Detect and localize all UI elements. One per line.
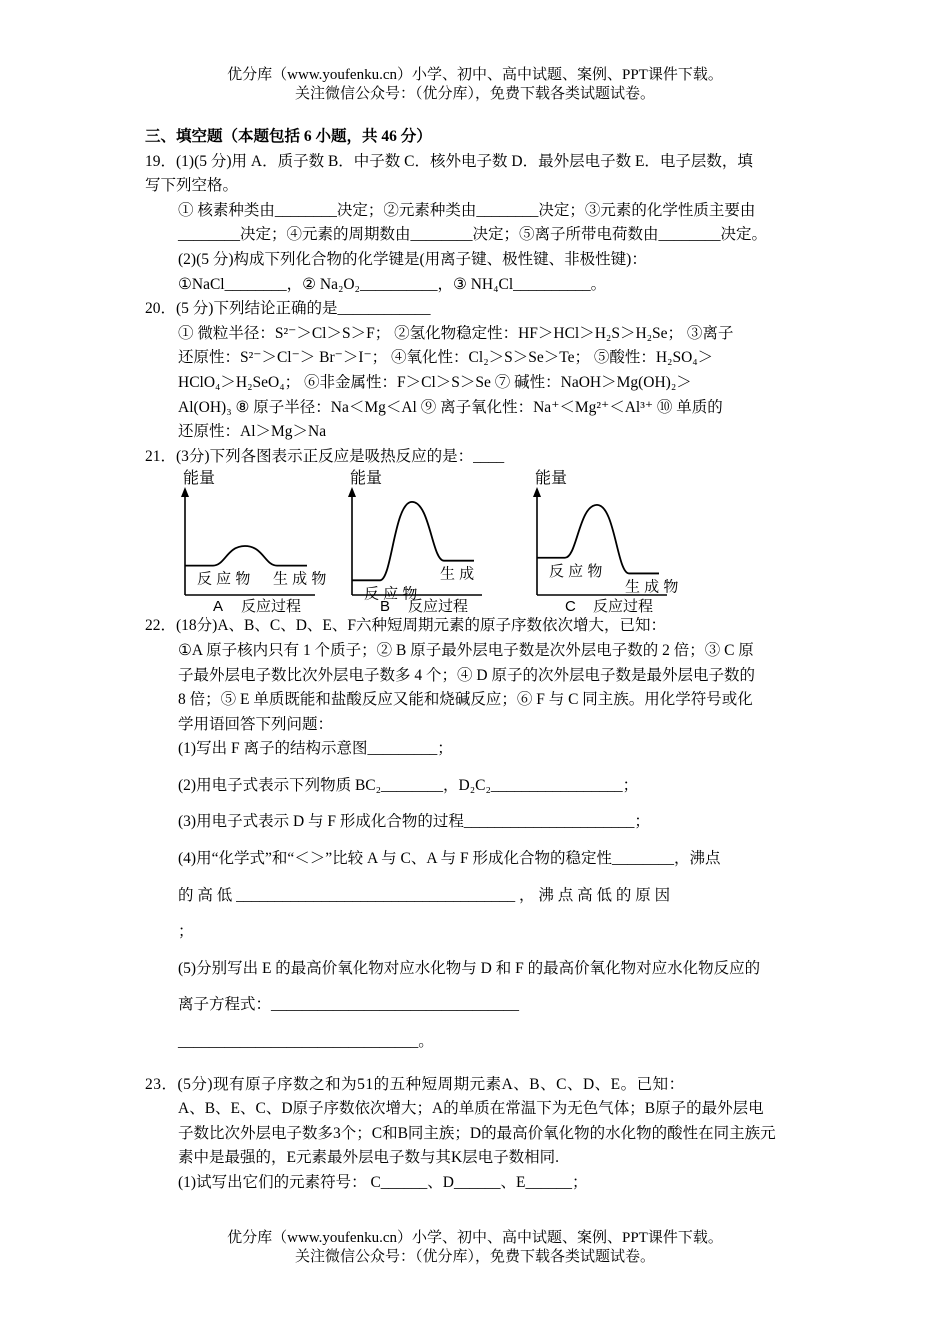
q23-line-4: 素中是最强的，E元素最外层电子数与其K层电子数相同. (178, 1149, 560, 1167)
q23-line-5: (1)试写出它们的元素符号： C______、D______、E______； (178, 1174, 588, 1191)
section-title: 三、填空题（本题包括 6 小题，共 46 分） (145, 128, 432, 145)
chart-c-reactant-label: 反 应 物 (549, 563, 603, 581)
footer-line-1: 优分库（www.youfenku.cn）小学、初中、高中试题、案例、PPT课件下载。 (227, 1230, 723, 1246)
q22-line-7: (2)用电子式表示下列物质 BC₂________，D₂C₂_________________； (178, 776, 639, 794)
q23-line-3: 子数比次外层电子数多3个；C和B同主族；D的最高价氧化物的水化物的酸性在同主族元 (178, 1124, 776, 1142)
q20-line-3: 还原性：S²⁻＞Cl⁻＞ Br⁻＞I⁻； ④氧化性：Cl₂＞S＞Se＞Te； ⑤酸性：H₂SO₄＞ (178, 349, 714, 367)
chart-b-reactant-label: 反 应 物 (364, 585, 418, 603)
q23-line-1: 23．(5分)现有原子序数之和为51的五种短周期元素A、B、C、D、E。已知： (145, 1075, 685, 1093)
q20-line-2: ① 微粒半径：S²⁻＞Cl＞S＞F； ②氢化物稳定性：HF＞HCl＞H₂S＞H₂Se； ③离子 (178, 324, 734, 342)
q21-line-1: 21．(3分)下列各图表示正反应是吸热反应的是：____ (145, 447, 505, 465)
q22-line-5: 学用语回答下列问题： (178, 715, 334, 733)
chart-c-ylabel: 能量 (535, 470, 568, 488)
q22-line-6: (1)写出 F 离子的结构示意图_________； (178, 740, 453, 758)
question-21 (145, 445, 810, 615)
q20-line-1: 20．(5 分)下列结论正确的是____________ (145, 300, 431, 318)
q22-line-3: 子最外层电子数比次外层电子数多 4 个；④ D 原子的次外层电子数是最外层电子数的 (178, 666, 755, 684)
chart-c-y-arrow (533, 487, 541, 497)
page-footer (0, 1229, 950, 1267)
question-19 (145, 150, 810, 298)
chart-b-letter: B (380, 598, 391, 615)
q22-line-10: 的 高 低 ____________________________________ ， 沸 点 高 低 的 原 因 (178, 886, 671, 904)
chart-b-product-label: 生 成 (440, 566, 475, 584)
chart-a-product-label: 生 成 物 (273, 570, 327, 588)
q22-line-4: 8 倍；⑤ E 单质既能和盐酸反应又能和烧碱反应；⑥ F 与 C 同主族。用化学符号或化 (178, 691, 753, 709)
q22-line-9: (4)用“化学式”和“＜＞”比较 A 与 C、A 与 F 形成化合物的稳定性________，沸点 (178, 850, 721, 868)
chart-c-xlabel: 反应过程 (593, 598, 654, 615)
q19-line-3: ① 核素种类由________决定；②元素种类由________决定；③元素的化学性质主要由 (178, 201, 756, 219)
exam-content (145, 125, 810, 1196)
chart-c-letter: C (565, 598, 576, 615)
q19-line-2: 写下列空格。 (145, 177, 239, 195)
q19-line-6: ①NaCl________，② Na₂O₂__________，③ NH₄Cl__________。 (178, 275, 607, 293)
q20-line-4: HClO₄＞H₂SeO₄； ⑥非金属性：F＞Cl＞S＞Se ⑦ 碱性：NaOH＞Mg(OH)₂＞ (178, 373, 692, 391)
chart-a-xlabel: 反应过程 (241, 598, 302, 615)
chart-a-ylabel: 能量 (183, 470, 216, 488)
energy-diagrams (145, 469, 810, 614)
q23-line-2: A、B、E、C、D原子序数依次增大；A的单质在常温下为无色气体；B原子的最外层电 (178, 1100, 764, 1118)
header-line-2: 关注微信公众号：（优分库），免费下载各类试题试卷。 (294, 86, 655, 102)
header-line-1: 优分库（www.youfenku.cn）小学、初中、高中试题、案例、PPT课件下载。 (227, 67, 723, 83)
q19-line-5: (2)(5 分)构成下列化合物的化学键是(用离子键、极性键、非极性键)： (178, 250, 647, 268)
q22-line-11: ； (178, 923, 194, 941)
q20-line-5: Al(OH)₃ ⑧ 原子半径：Na＜Mg＜Al ⑨ 离子氧化性：Na⁺＜Mg²⁺＜Al³⁺ ⑩ 单质的 (178, 398, 723, 416)
q22-line-12: (5)分别写出 E 的最高价氧化物对应水化物与 D 和 F 的最高价氧化物对应水化物反应的 (178, 959, 761, 977)
chart-a-y-arrow (181, 487, 189, 497)
energy-diagrams-svg (145, 469, 705, 614)
footer-line-2: 关注微信公众号：（优分库），免费下载各类试题试卷。 (294, 1249, 655, 1265)
q19-line-4: ________决定；④元素的周期数由________决定；⑤离子所带电荷数由________决定。 (178, 226, 768, 244)
chart-a-reactant-label: 反 应 物 (197, 570, 251, 588)
chart-b-y-arrow (348, 487, 356, 497)
question-22 (145, 614, 810, 1054)
q22-line-14: _______________________________。 (178, 1033, 434, 1051)
chart-b-xlabel: 反应过程 (408, 598, 469, 615)
chart-a-letter: A (213, 598, 224, 615)
chart-c-product-label: 生 成 物 (625, 578, 679, 596)
q22-line-13: 离子方程式：________________________________ (178, 996, 520, 1014)
chart-a-energy-curve (185, 546, 307, 566)
question-23 (145, 1073, 810, 1196)
q19-line-1: 19．(1)(5 分)用 A．质子数 B．中子数 C．核外电子数 D．最外层电子数 E．电子层数，填 (145, 152, 753, 170)
q22-line-8: (3)用电子式表示 D 与 F 形成化合物的过程______________________； (178, 813, 650, 831)
chart-b-ylabel: 能量 (350, 470, 383, 488)
q22-line-1: 22．(18分)A、B、C、D、E、F六种短周期元素的原子序数依次增大，已知： (145, 617, 666, 635)
q20-line-6: 还原性：Al＞Mg＞Na (178, 423, 327, 441)
page-header (0, 66, 950, 104)
question-20 (145, 297, 810, 445)
q22-line-2: ①A 原子核内只有 1 个质子；② B 原子最外层电子数是次外层电子数的 2 倍；③ C 原 (178, 641, 754, 659)
